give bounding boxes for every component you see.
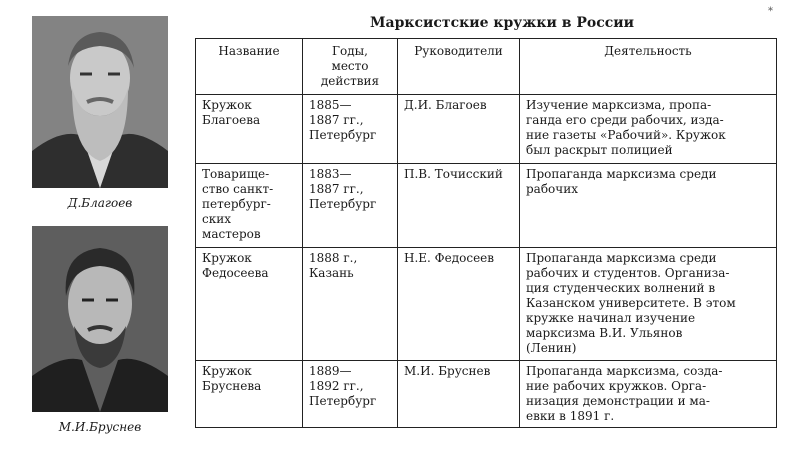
table-row: [196, 164, 777, 248]
table-header-row: [196, 39, 777, 95]
header-years: Годы, место действия: [303, 39, 398, 95]
cell-activity: Пропаганда марксизма среди рабочих и студентов. Организа- ция студенческих волнений в Казанском университете. В этом кружке начинал изучение марксизма В.И. Ульянов (Ленин): [520, 248, 777, 361]
cell-name: Товарище- ство санкт- петербург- ских мастеров: [196, 164, 303, 248]
portrait-brusnev: [32, 226, 168, 434]
cell-leader: П.В. Точисский: [398, 164, 520, 248]
cell-activity: Изучение марксизма, пропа- ганда его среди рабочих, изда- ние газеты «Рабочий». Кружок был раскрыт полицией: [520, 95, 777, 164]
table-row: [196, 248, 777, 361]
cell-name: Кружок Бруснева: [196, 361, 303, 428]
blagoev-caption: Д.Благоев: [67, 196, 133, 210]
portrait-blagoev: [32, 16, 168, 210]
cell-years: 1889— 1892 гг., Петербург: [303, 361, 398, 428]
cell-name: Кружок Благоева: [196, 95, 303, 164]
header-leaders: Руководители: [398, 39, 520, 95]
cell-name: Кружок Федосеева: [196, 248, 303, 361]
brusnev-caption: М.И.Бруснев: [58, 420, 142, 434]
cell-activity: Пропаганда марксизма, созда- ние рабочих кружков. Орга- низация демонстрации и ма- евки в 1891 г.: [520, 361, 777, 428]
header-activity: Деятельность: [520, 39, 777, 95]
blagoev-photo: [32, 16, 168, 188]
cell-years: 1883— 1887 гг., Петербург: [303, 164, 398, 248]
brusnev-photo: [32, 226, 168, 412]
cell-activity: Пропаганда марксизма среди рабочих: [520, 164, 777, 248]
table-row: [196, 95, 777, 164]
circles-table: [195, 38, 777, 428]
cell-leader: М.И. Бруснев: [398, 361, 520, 428]
cell-years: 1885— 1887 гг., Петербург: [303, 95, 398, 164]
cell-leader: Н.Е. Федосеев: [398, 248, 520, 361]
corner-mark: *: [768, 6, 773, 17]
cell-years: 1888 г., Казань: [303, 248, 398, 361]
header-name: Название: [196, 39, 303, 95]
cell-leader: Д.И. Благоев: [398, 95, 520, 164]
table-row: [196, 361, 777, 428]
table-title: Марксистские кружки в России: [370, 15, 635, 31]
